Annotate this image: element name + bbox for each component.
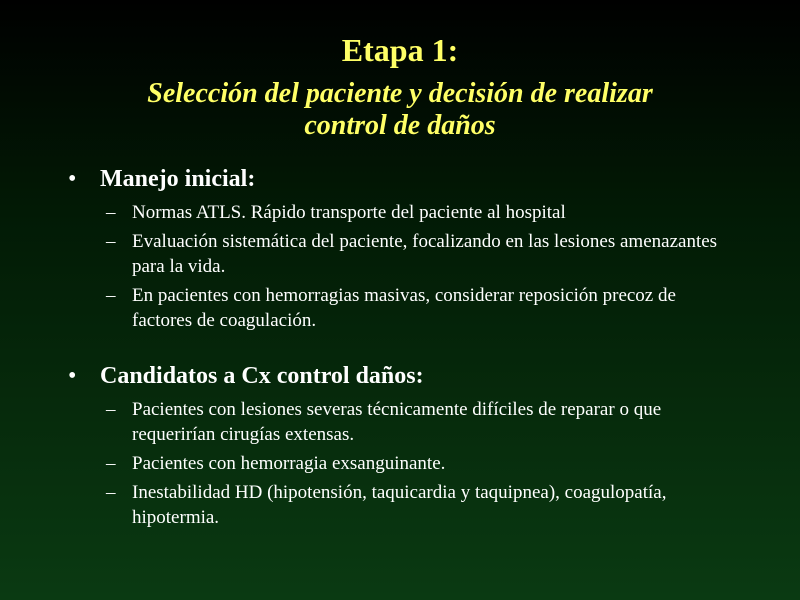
section-manejo-inicial bbox=[60, 162, 740, 333]
dash-icon: – bbox=[106, 231, 116, 252]
list-item bbox=[60, 200, 740, 225]
list-item bbox=[60, 480, 740, 530]
dash-icon: – bbox=[106, 202, 116, 223]
dash-icon: – bbox=[106, 453, 116, 474]
list-item bbox=[60, 283, 740, 333]
list-item bbox=[60, 451, 740, 476]
list-item-text: Evaluación sistemática del paciente, focalizando en las lesiones amenazantes para la vida. bbox=[132, 231, 718, 277]
bullet-heading-text: Manejo inicial: bbox=[100, 166, 256, 192]
bullet-heading-text: Candidatos a Cx control daños: bbox=[100, 363, 424, 389]
list-item-text: Normas ATLS. Rápido transporte del paciente al hospital bbox=[132, 202, 566, 223]
subtitle-line-2: control de daños bbox=[304, 110, 496, 141]
bullet-heading bbox=[60, 359, 740, 393]
slide-content bbox=[60, 162, 740, 556]
dash-icon: – bbox=[106, 285, 116, 306]
list-item-text: Pacientes con lesiones severas técnicamente difíciles de reparar o que requerirían cirugías extensas. bbox=[132, 399, 662, 445]
bullet-dot-icon: • bbox=[68, 166, 77, 192]
slide-subtitle bbox=[0, 78, 800, 142]
list-item bbox=[60, 397, 740, 447]
subtitle-line-1: Selección del paciente y decisión de realizar bbox=[147, 78, 653, 109]
bullet-dot-icon: • bbox=[68, 363, 77, 389]
list-item-text: Inestabilidad HD (hipotensión, taquicardia y taquipnea), coagulopatía, hipotermia. bbox=[132, 482, 667, 528]
list-item-text: En pacientes con hemorragias masivas, considerar reposición precoz de factores de coagulación. bbox=[132, 285, 676, 331]
bullet-heading bbox=[60, 162, 740, 196]
slide-title: Etapa 1: bbox=[341, 32, 459, 68]
dash-icon: – bbox=[106, 482, 116, 503]
dash-icon: – bbox=[106, 399, 116, 420]
list-item-text: Pacientes con hemorragia exsanguinante. bbox=[132, 453, 446, 474]
section-candidatos bbox=[60, 359, 740, 530]
list-item bbox=[60, 229, 740, 279]
